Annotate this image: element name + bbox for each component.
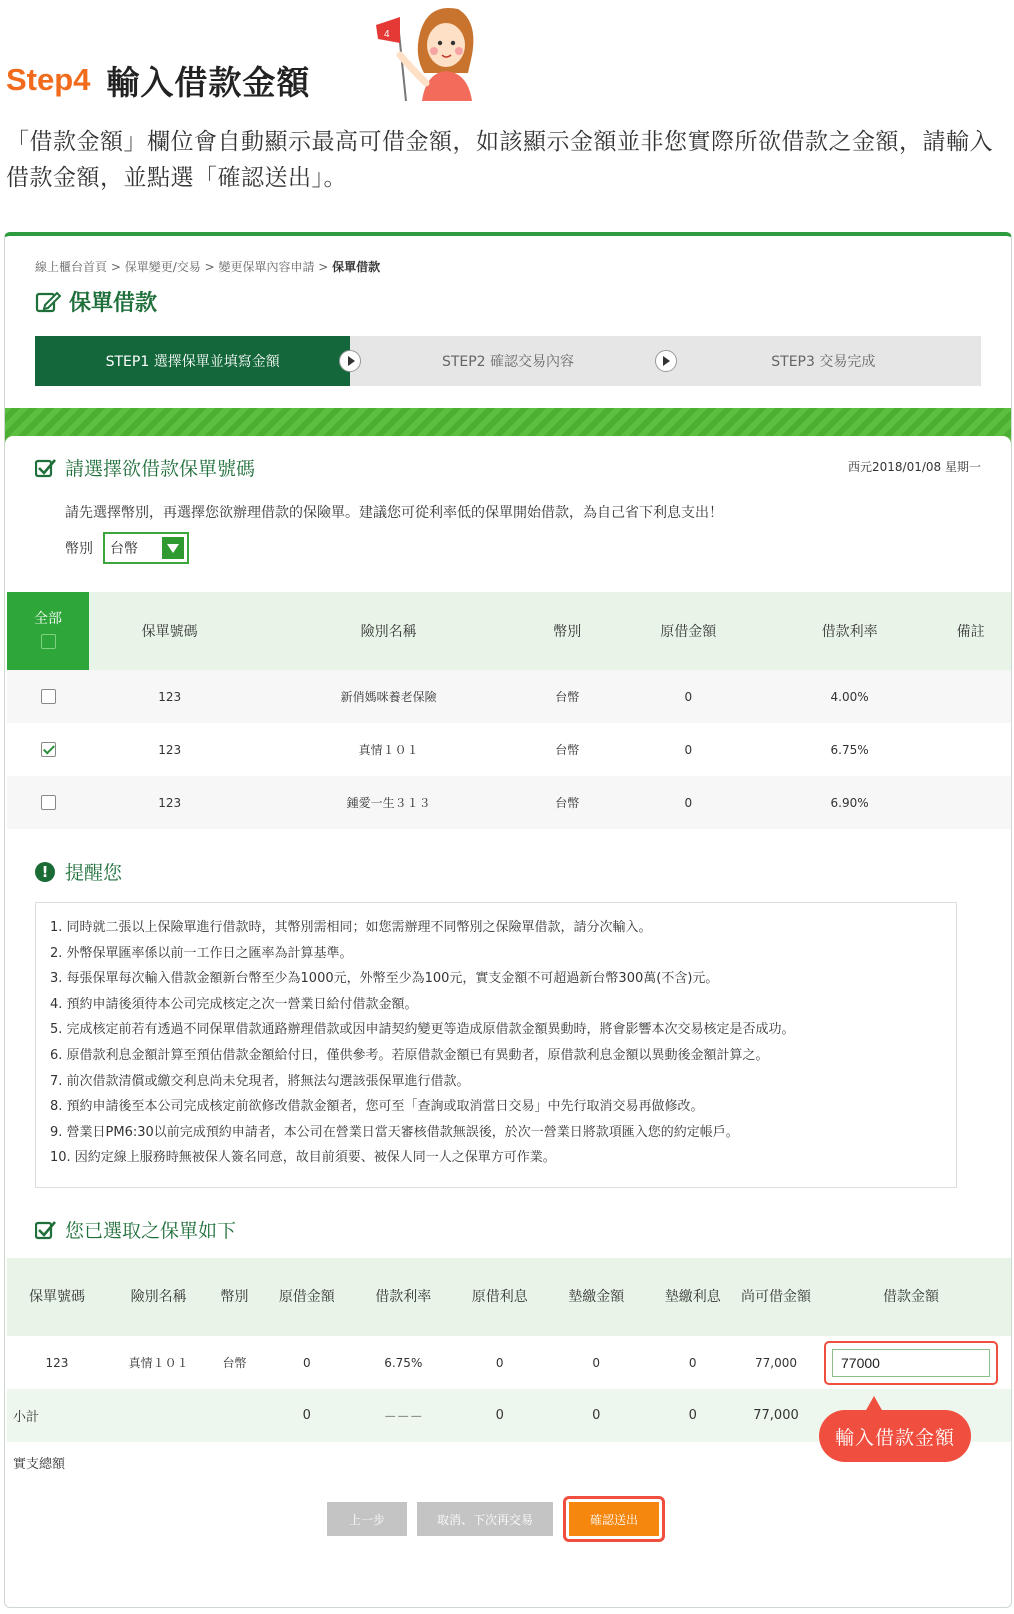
subtotal-loan-rate: －－－ [355,1389,451,1442]
cell-policy-no: 123 [89,776,250,829]
step-arrow-icon [655,350,677,372]
row-checkbox[interactable] [41,795,56,810]
col-original-loan: 原借金額 [259,1258,355,1336]
cancel-button[interactable]: 取消、下次再交易 [417,1502,553,1536]
cell-loan-rate: 6.90% [769,776,930,829]
checkbox-checked-icon [35,1220,57,1240]
intro-text: 「借款金額」欄位會自動顯示最高可借金額，如該顯示金額並非您實際所欲借款之金額，請輸入借款金額，並點選「確認送出」。 [6,129,993,191]
mascot-illustration [370,3,485,103]
cell-policy-no: 123 [45,1355,69,1370]
cell-original-loan: 0 [684,742,693,757]
subtotal-original-interest: 0 [452,1389,548,1442]
reminder-item: 3. 每張保單每次輸入借款金額新台幣至少為1000元，外幣至少為100元，實支金額不可超過新台幣300萬(不含)元。 [50,971,719,987]
edit-icon [35,290,61,314]
col-currency: 幣別 [527,592,608,670]
cell-loan-rate: 4.00% [769,670,930,723]
cell-note [930,723,1011,776]
reminder-title [35,858,122,885]
cell-original-loan: 0 [608,670,769,723]
reminder-item: 4. 預約申請後須待本公司完成核定之次一營業日給付借款金額。 [50,996,418,1012]
col-available-amount: 尚可借金額 [741,1258,811,1336]
select-section-title-text: 請選擇欲借款保單號碼 [65,458,256,480]
col-currency: 幣別 [210,1258,258,1336]
select-all-label: 全部 [34,611,62,627]
cell-policy-name: 新俏媽咪養老保險 [250,670,527,723]
cell-original-loan: 0 [302,1355,311,1370]
subtotal-original-loan: 0 [259,1389,355,1442]
breadcrumb-current: 保單借款 [332,260,381,274]
alert-icon: ! [35,862,55,882]
decorative-stripe-cap [5,436,1011,446]
current-date: 西元2018/01/08 星期一 [848,460,981,474]
cell-currency: 台幣 [222,1356,247,1370]
table-row[interactable] [7,723,1011,776]
cell-advance-amount: 0 [592,1355,601,1370]
loan-amount-input[interactable] [832,1349,990,1377]
step-progress [35,336,981,386]
cell-policy-no: 123 [158,742,182,757]
cell-loan-rate: 6.75% [384,1355,423,1370]
cell-note [930,670,1011,723]
col-advance-interest: 墊繳利息 [644,1258,741,1336]
checkbox-checked-icon [35,458,57,478]
cell-policy-name: 真情１０１ [128,1356,189,1370]
step-3-label: STEP3 交易完成 [771,354,876,370]
reminder-item: 5. 完成核定前若有透過不同保單借款通路辦理借款或因申請契約變更等造成原借款金額異動時，將會影響本次交易核定是否成功。 [50,1022,795,1038]
select-hint: 請先選擇幣別，再選擇您欲辦理借款的保險單。建議您可從利率低的保單開始借款，為自己省下利息支出！ [65,505,723,521]
col-policy-name: 險別名稱 [250,592,527,670]
col-policy-no: 保單號碼 [89,592,250,670]
col-original-interest: 原借利息 [452,1258,548,1336]
subtotal-advance-interest: 0 [644,1389,741,1442]
reminder-list [35,902,957,1188]
breadcrumb-policy-change[interactable]: 保單變更/交易 [124,260,201,274]
table-row[interactable] [7,776,1011,829]
loan-panel [4,232,1012,1608]
page-title [35,286,157,317]
col-policy-name: 險別名稱 [107,1258,210,1336]
step-1 [35,336,350,386]
col-loan-rate: 借款利率 [769,592,930,670]
flag-number: 4 [384,29,390,40]
step-number: Step4 [6,62,91,97]
currency-value: 台幣 [110,541,138,557]
currency-row [65,532,189,564]
cell-original-loan: 0 [608,776,769,829]
col-advance-amount: 墊繳金額 [548,1258,644,1336]
cell-currency: 台幣 [527,670,608,723]
cell-currency: 台幣 [555,743,580,757]
step-3 [666,336,981,386]
reminder-item: 10. 因約定線上服務時無被保人簽名同意，故目前須要、被保人同一人之保單方可作業。 [50,1150,556,1166]
cell-policy-no: 123 [89,670,250,723]
confirm-button[interactable]: 確認送出 [569,1502,659,1536]
subtotal-label: 小計 [7,1389,107,1442]
breadcrumb-home[interactable]: 線上櫃台首頁 [35,260,108,274]
cell-advance-interest: 0 [688,1355,697,1370]
policy-table [7,592,1011,829]
action-buttons [327,1496,665,1542]
cell-currency: 台幣 [527,776,608,829]
breadcrumb: 線上櫃台首頁 > 保單變更/交易 > 變更保單內容申請 > 保單借款 [35,260,381,274]
select-all-checkbox[interactable] [41,634,56,649]
reminder-item: 7. 前次借款清償或繳交利息尚未兌現者，將無法勾選該張保單進行借款。 [50,1073,470,1089]
chevron-down-icon[interactable] [162,537,184,559]
confirm-highlight [563,1496,665,1542]
col-original-loan: 原借金額 [608,592,769,670]
reminder-item: 9. 營業日PM6:30以前完成預約申請者，本公司在營業日當天審核借款無誤後，於次一營業日將款項匯入您的約定帳戶。 [50,1124,739,1140]
reminder-title-text: 提醒您 [65,862,123,884]
step-1-label: STEP1 選擇保單並填寫金額 [105,354,280,370]
col-policy-no: 保單號碼 [7,1258,107,1336]
reminder-item: 6. 原借款利息金額計算至預估借款金額給付日，僅供參考。若原借款金額已有異動者，原借款利息金額以異動後金額計算之。 [50,1047,769,1063]
selected-section-title-text: 您已選取之保單如下 [65,1220,237,1242]
col-loan-rate: 借款利率 [355,1258,451,1336]
prev-button[interactable]: 上一步 [327,1502,407,1536]
step-header [6,55,310,105]
step-title: 輸入借款金額 [106,62,311,102]
selected-section-title [35,1216,236,1243]
select-all-header [7,592,89,670]
table-row[interactable] [7,670,1011,723]
row-checkbox[interactable] [41,689,56,704]
step-2-label: STEP2 確認交易內容 [441,354,575,370]
col-note: 備註 [930,592,1011,670]
cell-policy-name: 真情１０１ [358,743,419,757]
subtotal-advance-amount: 0 [548,1389,644,1442]
cell-available-amount: 77,000 [755,1355,797,1370]
col-loan-amount: 借款金額 [811,1258,1011,1336]
reminder-item: 8. 預約申請後至本公司完成核定前欲修改借款金額者，您可至「查詢或取消當日交易」中先行取消交易再做修改。 [50,1099,704,1115]
cell-policy-name: 鍾愛一生３１３ [250,776,527,829]
reminder-item: 1. 同時就二張以上保險單進行借款時，其幣別需相同；如您需辦理不同幣別之保險單借款，請分次輸入。 [50,920,652,935]
page-title-text: 保單借款 [69,291,158,316]
cell-original-interest: 0 [495,1355,504,1370]
reminder-item: 2. 外幣保單匯率係以前一工作日之匯率為計算基準。 [50,945,353,961]
select-section-title [35,454,255,481]
loan-amount-highlight [824,1341,998,1385]
step-2 [350,336,665,386]
row-checkbox[interactable] [41,742,56,757]
currency-label: 幣別 [65,541,93,557]
cell-note [930,776,1011,829]
subtotal-available-amount: 77,000 [741,1389,811,1442]
selected-row [7,1336,1011,1389]
currency-select[interactable] [103,532,189,564]
breadcrumb-change-content[interactable]: 變更保單內容申請 [218,260,315,274]
callout-bubble: 輸入借款金額 [819,1410,971,1462]
total-label: 實支總額 [13,1456,66,1472]
cell-loan-rate: 6.75% [830,742,869,757]
